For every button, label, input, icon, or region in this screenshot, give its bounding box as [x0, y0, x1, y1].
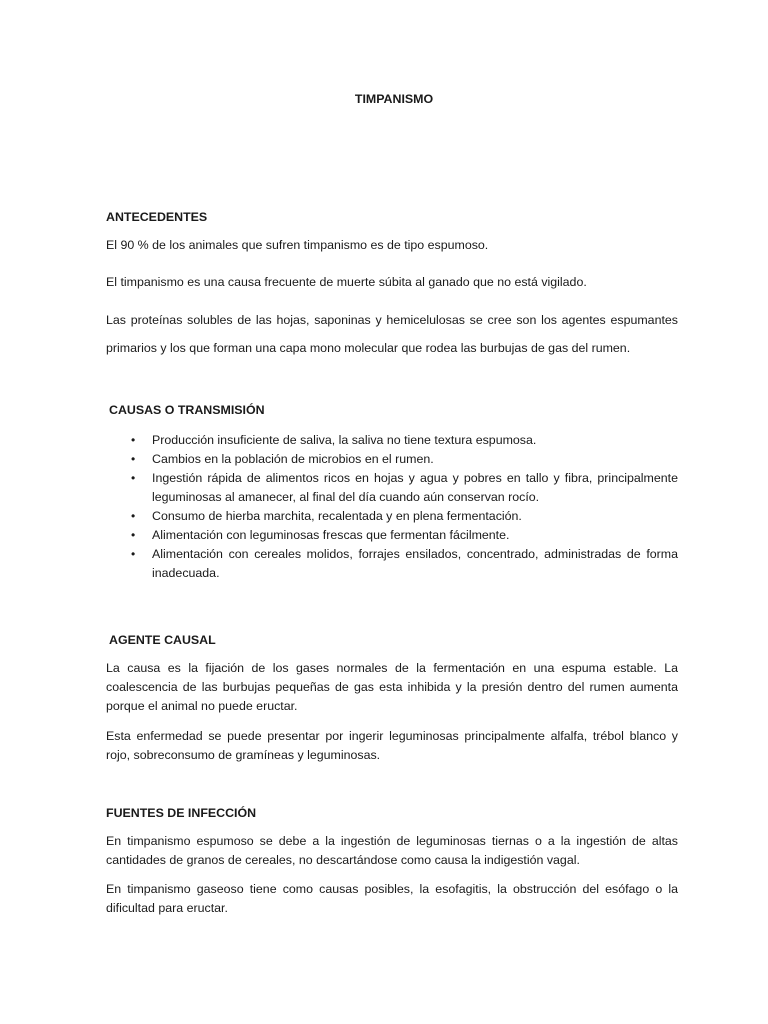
bullet-icon: • — [131, 528, 136, 542]
list-item — [106, 450, 678, 469]
section-heading-fuentes: FUENTES DE INFECCIÓN — [106, 806, 257, 820]
section-heading-antecedentes: ANTECEDENTES — [106, 210, 208, 224]
paragraph-antecedentes-3: Las proteínas solubles de las hojas, saponinas y hemicelulosas se cree son los agentes espumantes primarios y los que forman una capa mono molecular que rodea las burbujas de gas del rumen. — [106, 313, 678, 355]
list-item — [106, 431, 678, 450]
list-item-text: Consumo de hierba marchita, recalentada y en plena fermentación. — [152, 509, 522, 523]
list-item-text: Cambios en la población de microbios en el rumen. — [152, 452, 434, 466]
causes-list — [106, 431, 678, 583]
paragraph-agente-1: La causa es la fijación de los gases normales de la fermentación en una espuma estable. La coalescencia de las burbujas pequeñas de gas esta inhibida y la presión dentro del rumen aumenta porque el animal no puede eructar. — [106, 661, 678, 713]
bullet-icon: • — [131, 433, 136, 447]
paragraph-agente-2: Esta enfermedad se puede presentar por ingerir leguminosas principalmente alfalfa, trébol blanco y rojo, sobreconsumo de gramíneas y leguminosas. — [106, 729, 678, 762]
paragraph-fuentes-2: En timpanismo gaseoso tiene como causas posibles, la esofagitis, la obstrucción del esófago o la dificultad para eructar. — [106, 882, 678, 915]
list-item-text: Producción insuficiente de saliva, la saliva no tiene textura espumosa. — [152, 433, 537, 447]
list-item — [106, 545, 678, 583]
list-item — [106, 526, 678, 545]
list-item — [106, 469, 678, 507]
list-item-text: Ingestión rápida de alimentos ricos en hojas y agua y pobres en tallo y fibra, principalmente leguminosas al amanecer, al final del día cuando aún conservan rocío. — [152, 471, 678, 504]
bullet-icon: • — [131, 547, 136, 561]
bullet-icon: • — [131, 452, 136, 466]
paragraph-antecedentes-2: El timpanismo es una causa frecuente de muerte súbita al ganado que no está vigilado. — [106, 275, 587, 289]
list-item-text: Alimentación con leguminosas frescas que fermentan fácilmente. — [152, 528, 510, 542]
section-heading-causas: CAUSAS O TRANSMISIÓN — [109, 403, 265, 417]
bullet-icon: • — [131, 471, 136, 485]
list-item-text: Alimentación con cereales molidos, forrajes ensilados, concentrado, administradas de forma inadecuada. — [152, 547, 678, 580]
section-heading-agente: AGENTE CAUSAL — [109, 633, 216, 647]
list-item — [106, 507, 678, 526]
paragraph-fuentes-1: En timpanismo espumoso se debe a la ingestión de leguminosas tiernas o a la ingestión de altas cantidades de granos de cereales, no descartándose como causa la indigestión vagal. — [106, 834, 678, 867]
bullet-icon: • — [131, 509, 136, 523]
paragraph-antecedentes-1: El 90 % de los animales que sufren timpanismo es de tipo espumoso. — [106, 238, 489, 252]
document-title: TIMPANISMO — [354, 92, 434, 106]
